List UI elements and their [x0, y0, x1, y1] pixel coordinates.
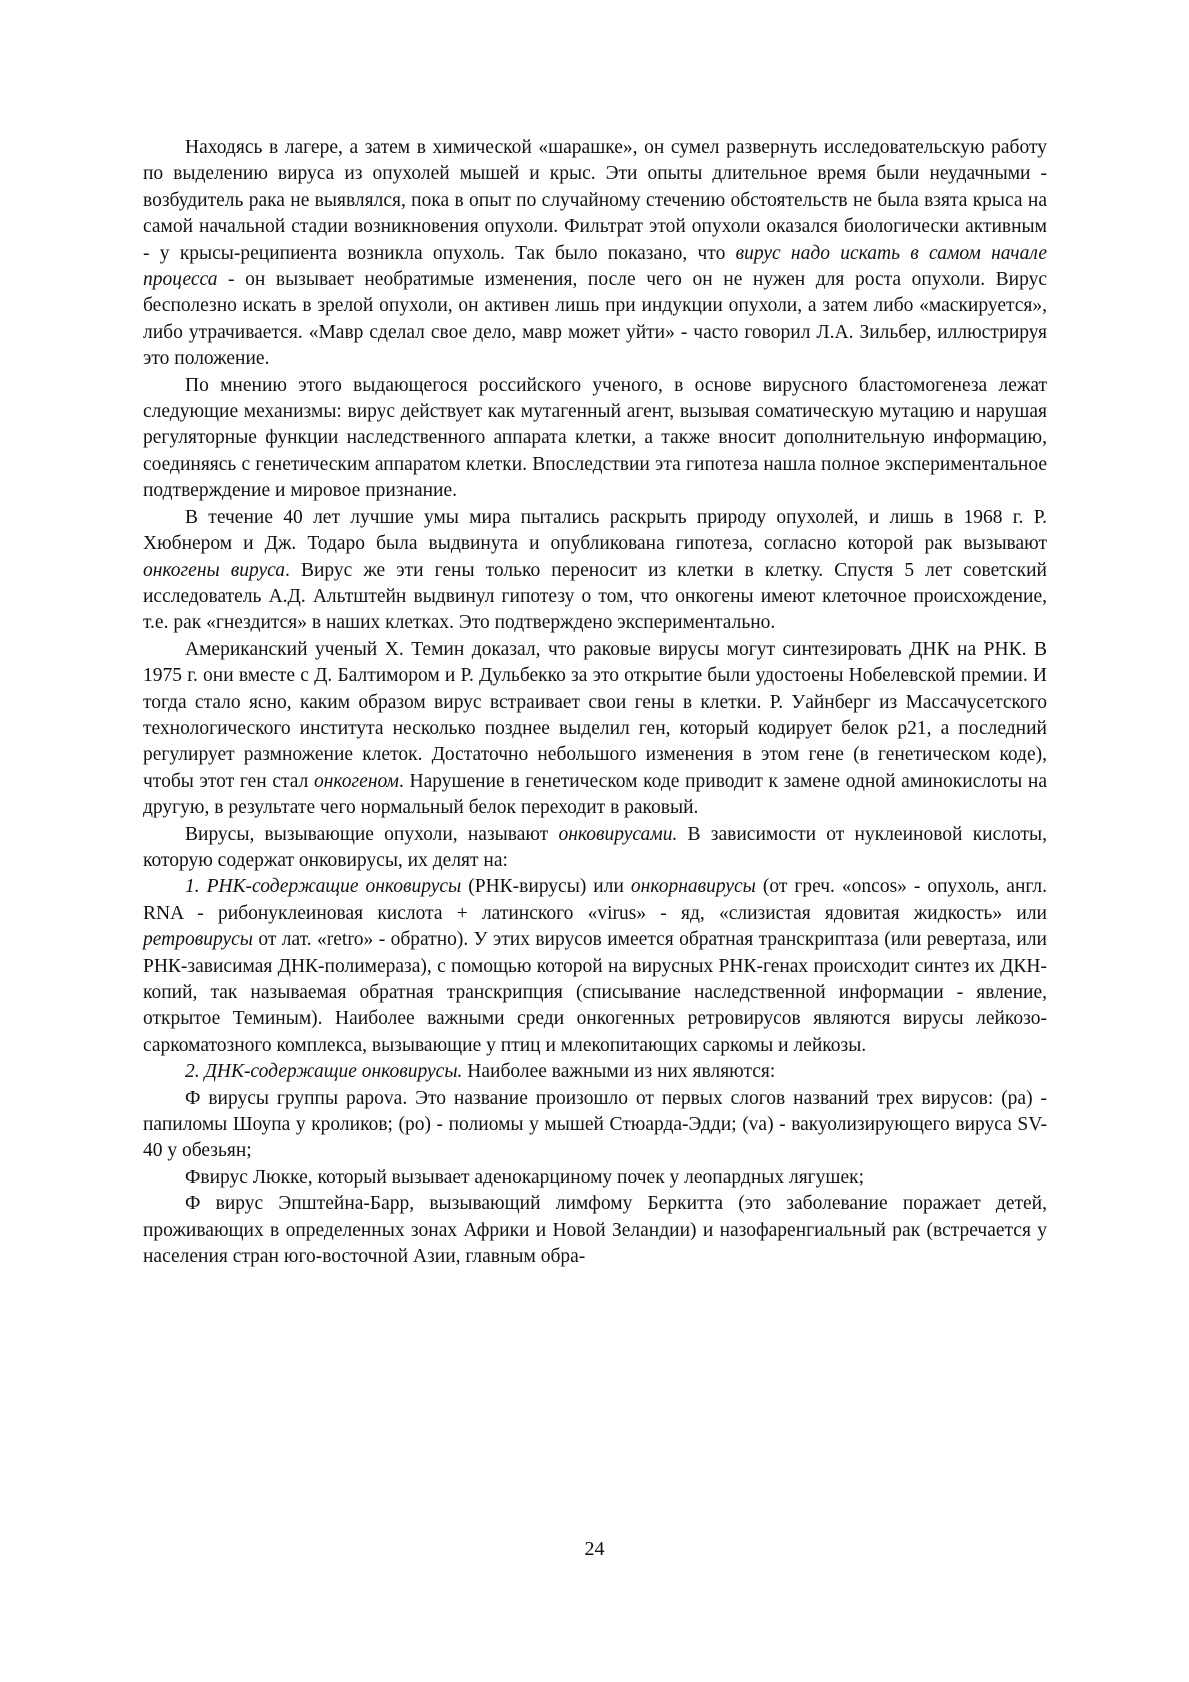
- paragraph-7: [143, 1059, 1047, 1085]
- italic-run: вирус надо искать в самом начале процесса: [143, 242, 1047, 291]
- text-run: В зависимости от нуклеиновой кислоты, которую содержат онковирусы, их делят на:: [143, 823, 1047, 871]
- text-run: Ф вирусы группы papova. Это название произошло от первых слогов названий трех вирусов: (pa) - папиломы Шоупа у кроликов; (po) - полиомы у мышей Стюарда-Эдди; (va) - вакуолизирующего вируса SV-40 у обезьян;: [143, 1087, 1047, 1162]
- text-run: Находясь в лагере, а затем в химической «шарашке», он сумел развернуть исследовательскую работу по выделению вируса из опухолей мышей и крыс. Эти опыты длительное время были неудачными - возбудитель рака не выявлялся, пока в опыт по случайному стечению обстоятельств не была взята крыса на самой начальной стадии возникновения опухоли. Фильтрат этой опухоли оказался биологически активным - у крысы-реципиента возникла опухоль. Так было показано, что: [143, 137, 1047, 264]
- paragraph-8: [143, 1086, 1047, 1165]
- text-run: По мнению этого выдающегося российского ученого, в основе вирусного бластомогенеза лежат следующие механизмы: вирус действует как мутагенный агент, вызывая соматическую мутацию и нарушая регуляторные функции наследственного аппарата клетки, а также вносит дополнительную информацию, соединяясь с генетическим аппаратом клетки. Впоследствии эта гипотеза нашла полное экспериментальное подтверждение и мировое признание.: [143, 374, 1047, 502]
- paragraph-3: [143, 505, 1047, 637]
- paragraph-6: [143, 874, 1047, 1059]
- text-run: . Нарушение в генетическом коде приводит к замене одной аминокислоты на другую, в результате чего нормальный белок переходит в раковый.: [143, 770, 1047, 819]
- paragraph-9: [143, 1165, 1047, 1191]
- text-run: от лат. «retro» - обратно). У этих вирусов имеется обратная транскриптаза (или ревертаза, или РНК-зависимая ДНК-полимераза), с помощью которой на вирусных РНК-генах происходит синтез их ДКН-копий, так называемая обратная транскрипция (списывание наследственной информации - явление, открытое Теминым). Наиболее важными среди онкогенных ретровирусов являются вирусы лейкозо-саркоматозного комплекса, вызывающие у птиц и млекопитающих саркомы и лейкозы.: [143, 929, 1047, 1056]
- text-run: Фвирус Люкке, который вызывает аденокарциному почек у леопардных лягушек;: [185, 1166, 864, 1188]
- text-run: Ф вирус Эпштейна-Барр, вызывающий лимфому Беркитта (это заболевание поражает детей, проживающих в определенных зонах Африки и Новой Зеландии) и назофаренгиальный рак (встречается у населения стран юго-восточной Азии, главным обра-: [143, 1193, 1047, 1268]
- text-run: Американский ученый X. Темин доказал, что раковые вирусы могут синтезировать ДНК на РНК. В 1975 г. они вместе с Д. Балтимором и Р. Дульбекко за это открытие были удостоены Нобелевской премии. И тогда стало ясно, каким образом вирус встраивает свои гены в клетки. Р. Уайнберг из Массачусетского технологического института несколько позднее выделил ген, который кодирует белок р21, а последний регулирует размножение клеток. Достаточно небольшого изменения в этом гене (в генетическом коде), чтобы этот ген стал: [143, 638, 1047, 792]
- italic-run: 1. РНК-содержащие онковирусы: [185, 876, 462, 898]
- paragraph-1: [143, 135, 1047, 373]
- text-run: . Вирус же эти гены только переносит из клетки в клетку. Спустя 5 лет советский исследователь А.Д. Альтштейн выдвинул гипотезу о том, что онкогены имеют клеточное происхождение, т.е. рак «гнездится» в наших клетках. Это подтверждено экспериментально.: [143, 559, 1047, 634]
- italic-run: 2. ДНК-содержащие онковирусы.: [185, 1061, 463, 1083]
- page-number: 24: [584, 1538, 605, 1560]
- text-run: Наиболее важными из них являются:: [462, 1061, 776, 1083]
- italic-run: онкорнавирусы: [630, 876, 756, 898]
- text-run: Вирусы, вызывающие опухоли, называют: [185, 823, 559, 845]
- text-run: (от греч. «oncos» - опухоль, англ. RNA - рибонуклеиновая кислота + латинского «virus» - яд, «слизистая ядовитая жидкость» или: [143, 876, 1048, 924]
- italic-run: онкогены вируса: [143, 559, 286, 581]
- text-run: В течение 40 лет лучшие умы мира пытались раскрыть природу опухолей, и лишь в 1968 г. Р. Хюбнером и Дж. Тодаро была выдвинута и опубликована гипотеза, согласно которой рак вызывают: [143, 506, 1047, 555]
- paragraph-2: [143, 373, 1047, 505]
- text-run: - он вызывает необратимые изменения, после чего он не нужен для роста опухоли. Вирус бесполезно искать в зрелой опухоли, он активен лишь при индукции опухоли, а затем либо «маскируется», либо утрачивается. «Мавр сделал свое дело, мавр может уйти» - часто говорил Л.А. Зильбер, иллюстрируя это положение.: [143, 269, 1047, 370]
- italic-run: онковирусами.: [558, 823, 678, 845]
- paragraph-10: [143, 1191, 1047, 1270]
- italic-run: онкогеном: [314, 770, 399, 792]
- italic-run: ретровирусы: [143, 929, 253, 951]
- document-body: [143, 135, 1047, 1270]
- text-run: (РНК-вирусы) или: [461, 876, 631, 898]
- paragraph-5: [143, 822, 1047, 875]
- paragraph-4: [143, 637, 1047, 822]
